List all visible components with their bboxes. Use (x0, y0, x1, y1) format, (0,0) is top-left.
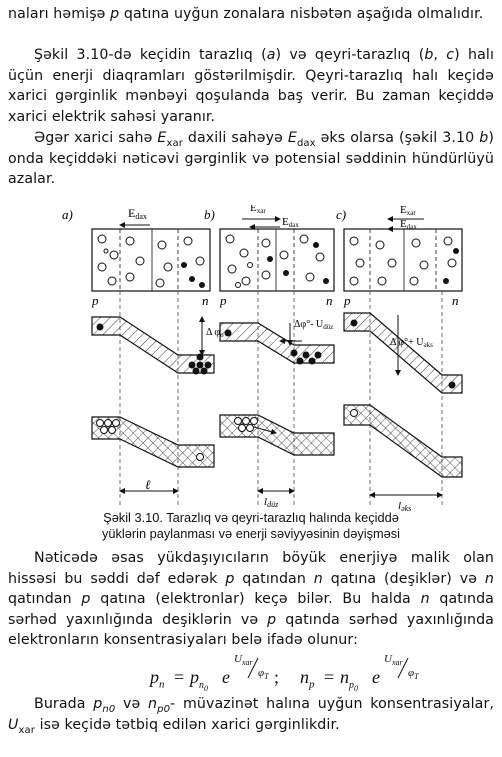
subscript: p0 (157, 703, 171, 715)
formula-sep: ; (274, 667, 280, 687)
formula-np: $n_p$ (300, 667, 315, 691)
figure-caption-line-2: yüklərin paylanması və enerji səviyyəsinin dəyişməsi (101, 526, 400, 541)
text: ) və qeyri-tarazlıq ( (275, 47, 425, 63)
var-n: n (420, 591, 430, 607)
subscript: n0 (102, 703, 116, 715)
var-p: p (110, 6, 120, 22)
var-p: p (93, 696, 103, 712)
e-dax-label-b: Edax (282, 216, 299, 229)
var-b: b (479, 130, 489, 146)
figure-caption-line-1: Şəkil 3.10. Tarazlıq və qeyri-tarazlıq halında keçiddə (103, 510, 399, 525)
formula-exp1-den: $\varphi_T$ (258, 667, 269, 682)
var-U: U (8, 716, 19, 733)
text: naları həmişə (8, 6, 111, 22)
l-duz-label: ldüz (264, 496, 279, 509)
var-p: p (225, 570, 235, 587)
text: daxili sahəyə (182, 130, 288, 146)
var-n: n (484, 570, 494, 587)
l-eks-label: ləks (398, 500, 412, 513)
panel-c (336, 205, 462, 513)
paragraph-2 (8, 45, 494, 127)
c-level-label: Δ $\varphi^\circ+ U_{əks}$ (390, 337, 433, 349)
n-label-b: n (326, 293, 333, 308)
b-level-label: Δφ°- $U_{düz}$ (294, 319, 334, 331)
paragraph-1 (8, 4, 494, 25)
formula-exp2-num: $U_{xar}$ (384, 653, 403, 668)
formula-np0: $n_{p_0}$ (340, 667, 358, 693)
formula-pn0: $p_{n_0}$ (190, 667, 208, 693)
e-dax-label: Edax (128, 206, 147, 221)
text: və (115, 696, 149, 712)
text: Burada (34, 696, 94, 712)
var-b: b (424, 47, 434, 63)
p-label-a: p (92, 293, 99, 308)
formula-exp2-den: $\varphi_T$ (408, 667, 419, 682)
text: qatına uyğun zonalara nisbətən aşağıda olmalıdır. (119, 6, 484, 22)
concentration-formula (150, 653, 470, 693)
var-c: c (446, 47, 455, 63)
l-label: ℓ (145, 477, 151, 492)
p-label-b: p (220, 293, 227, 308)
subscript: xar (166, 137, 183, 149)
text: Nəticədə əsas yükdaşıyıcıların böyük enerjiyə malik olan hissəsi bu səddi dəf edərək (8, 550, 494, 587)
subscript: dax (296, 137, 316, 149)
panel-c-label: c) (336, 207, 347, 222)
text: , (433, 47, 447, 63)
charges-c (350, 237, 459, 285)
charges-a (98, 235, 205, 288)
text: qatında sərhəd yaxınlığında deşiklərin və (8, 591, 494, 628)
var-a: a (266, 47, 276, 63)
subscript: xar (18, 724, 35, 736)
text: əks olarsa (şəkil 3.10 (315, 130, 480, 146)
var-p: p (81, 591, 91, 607)
text: ) halı üçün enerji diaqramları göstərilmişdir. Qeyri-tarazlıq halı keçidə xarici gərginlik mənbəyi qoşulanda baş verir. Bu zaman keçiddə xarici elektrik sahəsi yaranır. (8, 47, 494, 125)
text: qatından (8, 591, 82, 607)
text: qatına (deşiklər) və (322, 570, 485, 587)
formula-exp1-num: $U_{xar}$ (234, 653, 253, 668)
paragraph-4 (8, 548, 494, 651)
conduction-band-a (92, 317, 214, 373)
p-label-c: p (344, 293, 351, 308)
text: isə keçidə tətbiq edilən xarici gərginlikdir. (34, 716, 340, 733)
valence-band-c (344, 405, 462, 477)
phi0-label: Δ φ (206, 327, 221, 338)
figure-3-10 (54, 205, 468, 525)
text: - müvazinət halına uyğun konsentrasiyalar, (170, 696, 494, 712)
e-dax-label-c: Edax (400, 218, 417, 231)
panel-b (204, 205, 334, 509)
charges-b (226, 235, 329, 288)
panel-a (62, 206, 224, 505)
n-label-c: n (452, 293, 459, 308)
formula-eq1: = (174, 667, 186, 687)
n-label-a: n (202, 293, 209, 308)
var-p: p (267, 611, 277, 628)
formula-pn: $p_n$ (150, 667, 165, 691)
e-xar-label-c: Exar (400, 205, 416, 217)
conduction-band-c (344, 313, 462, 393)
text: qatından (234, 570, 314, 587)
var-n: n (148, 696, 158, 712)
formula-eq2: = (324, 667, 335, 687)
formula-e1: e (222, 667, 230, 687)
text: ) onda keçiddəki nəticəvi gərginlik və potensial səddinin hündürlüyü azalar. (8, 130, 494, 187)
paragraph-5 (8, 694, 494, 735)
panel-a-label: a) (62, 207, 73, 222)
var-n: n (313, 570, 323, 587)
paragraph-3 (8, 128, 494, 190)
e-xar-label-b: Exar (250, 205, 266, 215)
text: Şəkil 3.10-də keçidin tarazlıq ( (34, 47, 267, 63)
text: Əgər xarici sahə (34, 130, 158, 146)
var-E: E (157, 130, 167, 146)
formula-e2: e (372, 667, 380, 687)
var-E: E (287, 130, 297, 146)
panel-b-label: b) (204, 207, 215, 222)
text: qatına (elektronlar) keçə bilər. Bu halda (90, 591, 421, 607)
text: qatında sərhəd yaxınlığında elektronların konsentrasiyaları belə ifadə olunur: (8, 611, 494, 648)
